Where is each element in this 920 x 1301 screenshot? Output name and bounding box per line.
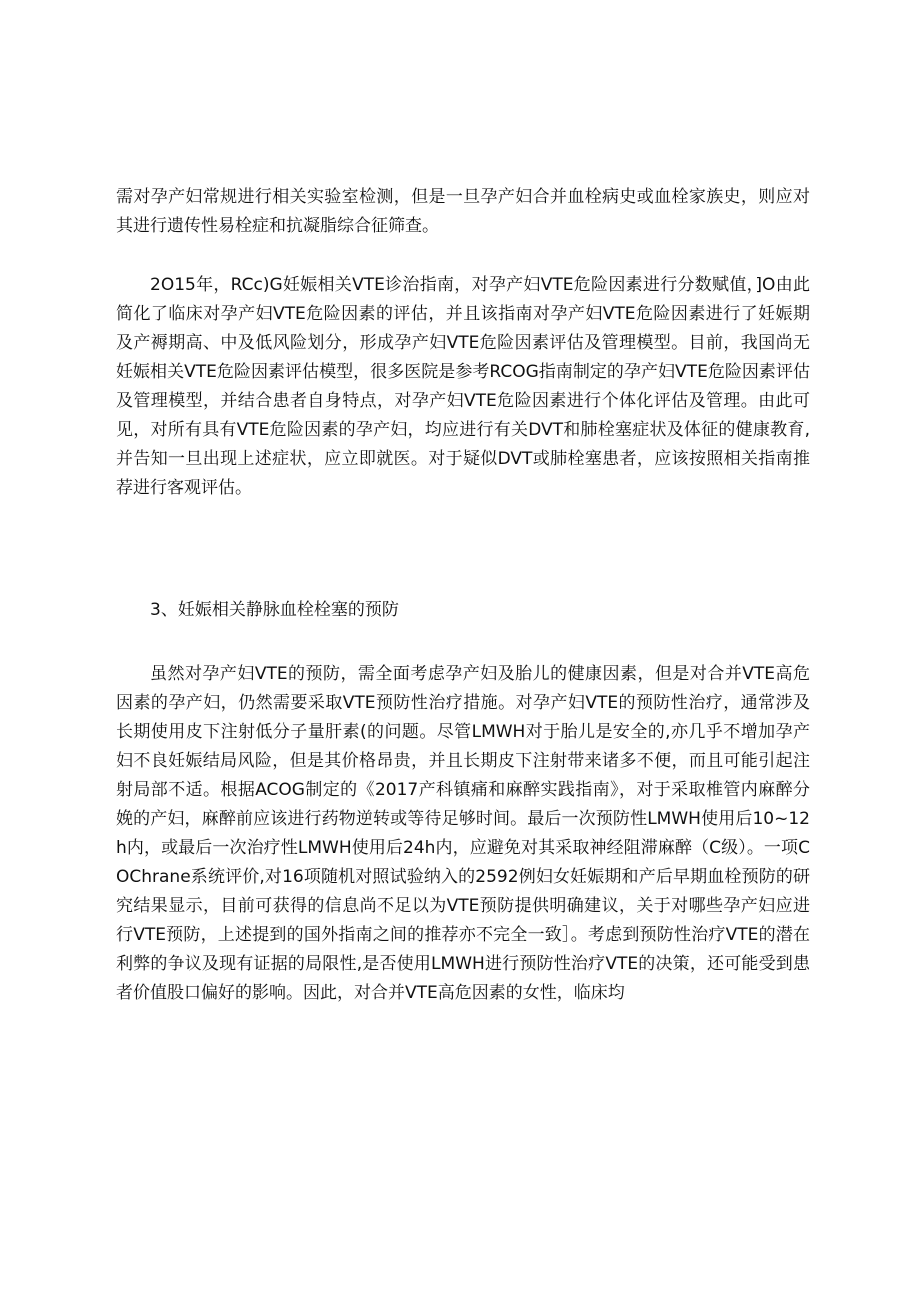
- paragraph-lab-screening: 需对孕产妇常规进行相关实验室检测，但是一旦孕产妇合并血栓病史或血栓家族史，则应对其进行遗传性易栓症和抗凝脂综合征筛查。: [116, 187, 810, 236]
- paragraph-rcog-guideline: 2O15年，RCc)G妊娠相关VTE诊治指南，对孕产妇VTE危险因素进行分数赋值，]O由此简化了临床对孕产妇VTE危险因素的评估，并且该指南对孕产妇VTE危险因素进行了妊娠期及产褥期高、中及低风险划分，形成孕产妇VTE危险因素评估及管理模型。目前，我国尚无妊娠相关VTE危险因素评估模型，很多医院是参考RCOG指南制定的孕产妇VTE危险因素评估及管理模型，并结合患者自身特点，对孕产妇VTE危险因素进行个体化评估及管理。由此可见，对所有具有VTE危险因素的孕产妇，均应进行有关DVT和肺栓塞症状及体征的健康教育,并告知一旦出现上述症状，应立即就医。对于疑似DVT或肺栓塞患者，应该按照相关指南推荐进行客观评估。: [116, 275, 810, 498]
- paragraph-vte-prevention: 虽然对孕产妇VTE的预防，需全面考虑孕产妇及胎儿的健康因素，但是对合并VTE高危因素的孕产妇，仍然需要采取VTE预防性治疗措施。对孕产妇VTE的预防性治疗，通常涉及长期使用皮下注射低分子量肝素(的问题。尽管LMWH对于胎儿是安全的,亦几乎不增加孕产妇不良妊娠结局风险，但是其价格昂贵，并且长期皮下注射带来诸多不便，而且可能引起注射局部不适。根据ACOG制定的《2017产科镇痛和麻醉实践指南》，对于采取椎管内麻醉分娩的产妇，麻醉前应该进行药物逆转或等待足够时间。最后一次预防性LMWH使用后10~12h内，或最后一次治疗性LMWH使用后24h内，应避免对其采取神经阻滞麻醉（C级）。一项COChrane系统评价,对16项随机对照试验纳入的2592例妇女妊娠期和产后早期血栓预防的研究结果显示，目前可获得的信息尚不足以为VTE预防提供明确建议，关于对哪些孕产妇应进行VTE预防，上述提到的国外指南之间的推荐亦不完全一致］。考虑到预防性治疗VTE的潜在利弊的争议及现有证据的局限性,是否使用LMWH进行预防性治疗VTE的决策，还可能受到患者价值股口偏好的影响。因此，对合并VTE高危因素的女性，临床均: [116, 664, 810, 1003]
- section-heading-vte-prevention: 3、妊娠相关静脉血栓栓塞的预防: [150, 600, 399, 620]
